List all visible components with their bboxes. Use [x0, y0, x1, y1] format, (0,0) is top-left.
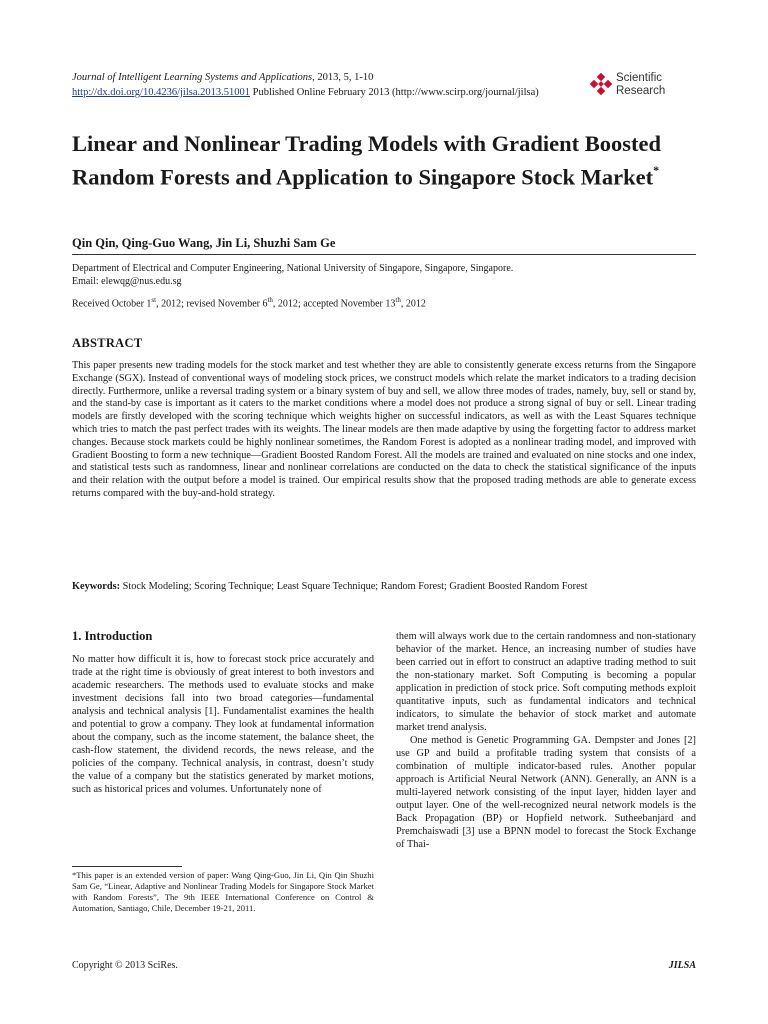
revised-ordinal: th — [267, 296, 273, 304]
journal-abbreviation: JILSA — [668, 960, 696, 971]
revised-date: , 2012; revised November 6 — [156, 298, 268, 310]
author-list: Qin Qin, Qing-Guo Wang, Jin Li, Shuzhi Sam Ge — [72, 236, 336, 250]
section-heading: 1. Introduction — [72, 629, 153, 643]
publication-info: Published Online February 2013 (http://www.scirp.org/journal/jilsa) — [250, 87, 539, 98]
doi-line — [72, 85, 632, 100]
keywords-list: Stock Modeling; Scoring Technique; Least Square Technique; Random Forest; Gradient Boosted Random Forest — [120, 581, 588, 592]
logo-line-1: Scientific — [616, 72, 663, 84]
affiliation: Department of Electrical and Computer Engineering, National University of Singapore, Singapore, Singapore. — [72, 263, 514, 274]
right-column — [396, 630, 696, 851]
paper-title-text: Linear and Nonlinear Trading Models with Gradient Boosted Random Forests and Application to Singapore Stock Market — [72, 131, 662, 190]
footnote-divider — [72, 866, 182, 867]
affiliation-block — [72, 262, 696, 288]
journal-header — [72, 70, 632, 100]
email: Email: elewqg@nus.edu.sg — [72, 276, 182, 287]
accepted-year: , 2012 — [400, 298, 426, 310]
journal-citation — [72, 70, 632, 85]
intro-paragraph: No matter how difficult it is, how to forecast stock price accurately and trade at the right time is obviously of great interest to both investors and academic researchers. The methods used to evaluate stocks and make investment decisions fall into two broad categories—fundamental analysis and technical analysis [1]. Fundamentalist examines the health and potential to grow a company. They look at fundamental information about the company, such as the income statement, the balance sheet, the cash-flow statement, the dividend records, the news release, and the policies of the company. Technical analysis, in contrast, doesn’t study the value of a company but the statistics generated by market motions, such as historical prices and volumes. Unfortunately none of — [72, 654, 374, 795]
keywords-label: Keywords: — [72, 581, 121, 592]
title-footnote-mark: * — [653, 163, 660, 177]
logo-line-2: Research — [616, 85, 666, 97]
paper-title — [72, 130, 692, 192]
body-paragraph-1: them will always work due to the certain randomness and non-stationary behavior of the market. Hence, an increasing number of studies have been carried out in effort to construct an adaptive trading method to suit the non-stationary market. Soft Computing is becoming a popular application in prediction of stock price. Soft computing methods exploit quantitative inputs, such as fundamental indicators and technical indicators, to simulate the behavior of stock market and automate market trend analysis. — [396, 631, 696, 733]
received-date: Received October 1 — [72, 298, 152, 310]
footnote: *This paper is an extended version of paper: Wang Qing-Guo, Jin Li, Qin Qin Shuzhi Sam Ge, “Linear, Adaptive and Nonlinear Trading Models for Singapore Stock Market with Random Forests”, The 9th IEEE International Conference on Control & Automation, Santiago, Chile, December 19-21, 2011. — [72, 870, 374, 913]
publisher-logo-icon — [588, 73, 614, 99]
left-column — [72, 630, 374, 796]
copyright: Copyright © 2013 SciRes. — [72, 960, 178, 971]
scientific-research-logo — [588, 70, 698, 104]
doi-link[interactable]: http://dx.doi.org/10.4236/jilsa.2013.51001 — [72, 87, 251, 98]
body-paragraph-2: One method is Genetic Programming GA. Dempster and Jones [2] use GP and build a profitable trading system that consists of a combination of multiple indicator-based rules. Another popular approach is Artificial Neural Network (ANN). Generally, an ANN is a multi-layered network consisting of the input layer, hidden layer and output layer. One of the well-recognized neural network models is the Back Propagation (BP) or Hopfield network. Sutheebanjard and Premchaiswadi [3] use a BPNN model to forecast the Stock Exchange of Thai- — [396, 735, 696, 850]
publisher-name — [616, 72, 665, 98]
accepted-ordinal: th — [395, 296, 401, 304]
journal-volume: , 2013, 5, 1-10 — [312, 72, 374, 83]
received-ordinal: st — [151, 296, 157, 304]
author-divider — [72, 254, 696, 255]
received-dates — [72, 296, 696, 309]
journal-name: Journal of Intelligent Learning Systems and Applications — [72, 72, 313, 83]
keywords — [72, 580, 696, 593]
abstract-heading: ABSTRACT — [72, 336, 143, 350]
accepted-date: , 2012; accepted November 13 — [272, 298, 396, 310]
page-footer — [72, 960, 696, 971]
abstract-body: This paper presents new trading models for the stock market and test whether they are able to consistently generate excess returns from the Singapore Exchange (SGX). Instead of conventional ways of modeling stock prices, we construct models which relate the market indicators to a trading decision directly. Furthermore, unlike a reversal trading system or a binary system of buy and sell, we allow three modes of trades, namely, buy, sell or stand by, and the stand-by case is important as it caters to the market conditions where a model does not produce a strong signal of buy or sell. Linear trading models are firstly developed with the scoring technique which weights higher on successful indicators, as well as with the Least Squares technique which tries to match the past perfect trades with its weights. The linear models are then made adaptive by using the forgetting factor to address market changes. Because stock markets could be highly nonlinear sometimes, the Random Forest is adopted as a nonlinear trading model, and improved with Gradient Boosting to form a new technique—Gradient Boosted Random Forest. All the models are trained and evaluated on nine stocks and one index, and statistical tests such as randomness, linear and nonlinear correlations are conducted on the data to check the statistical significance of the inputs and their relation with the output before a model is trained. Our empirical results show that the proposed trading methods are able to generate excess returns compared with the buy-and-hold strategy. — [72, 360, 696, 499]
